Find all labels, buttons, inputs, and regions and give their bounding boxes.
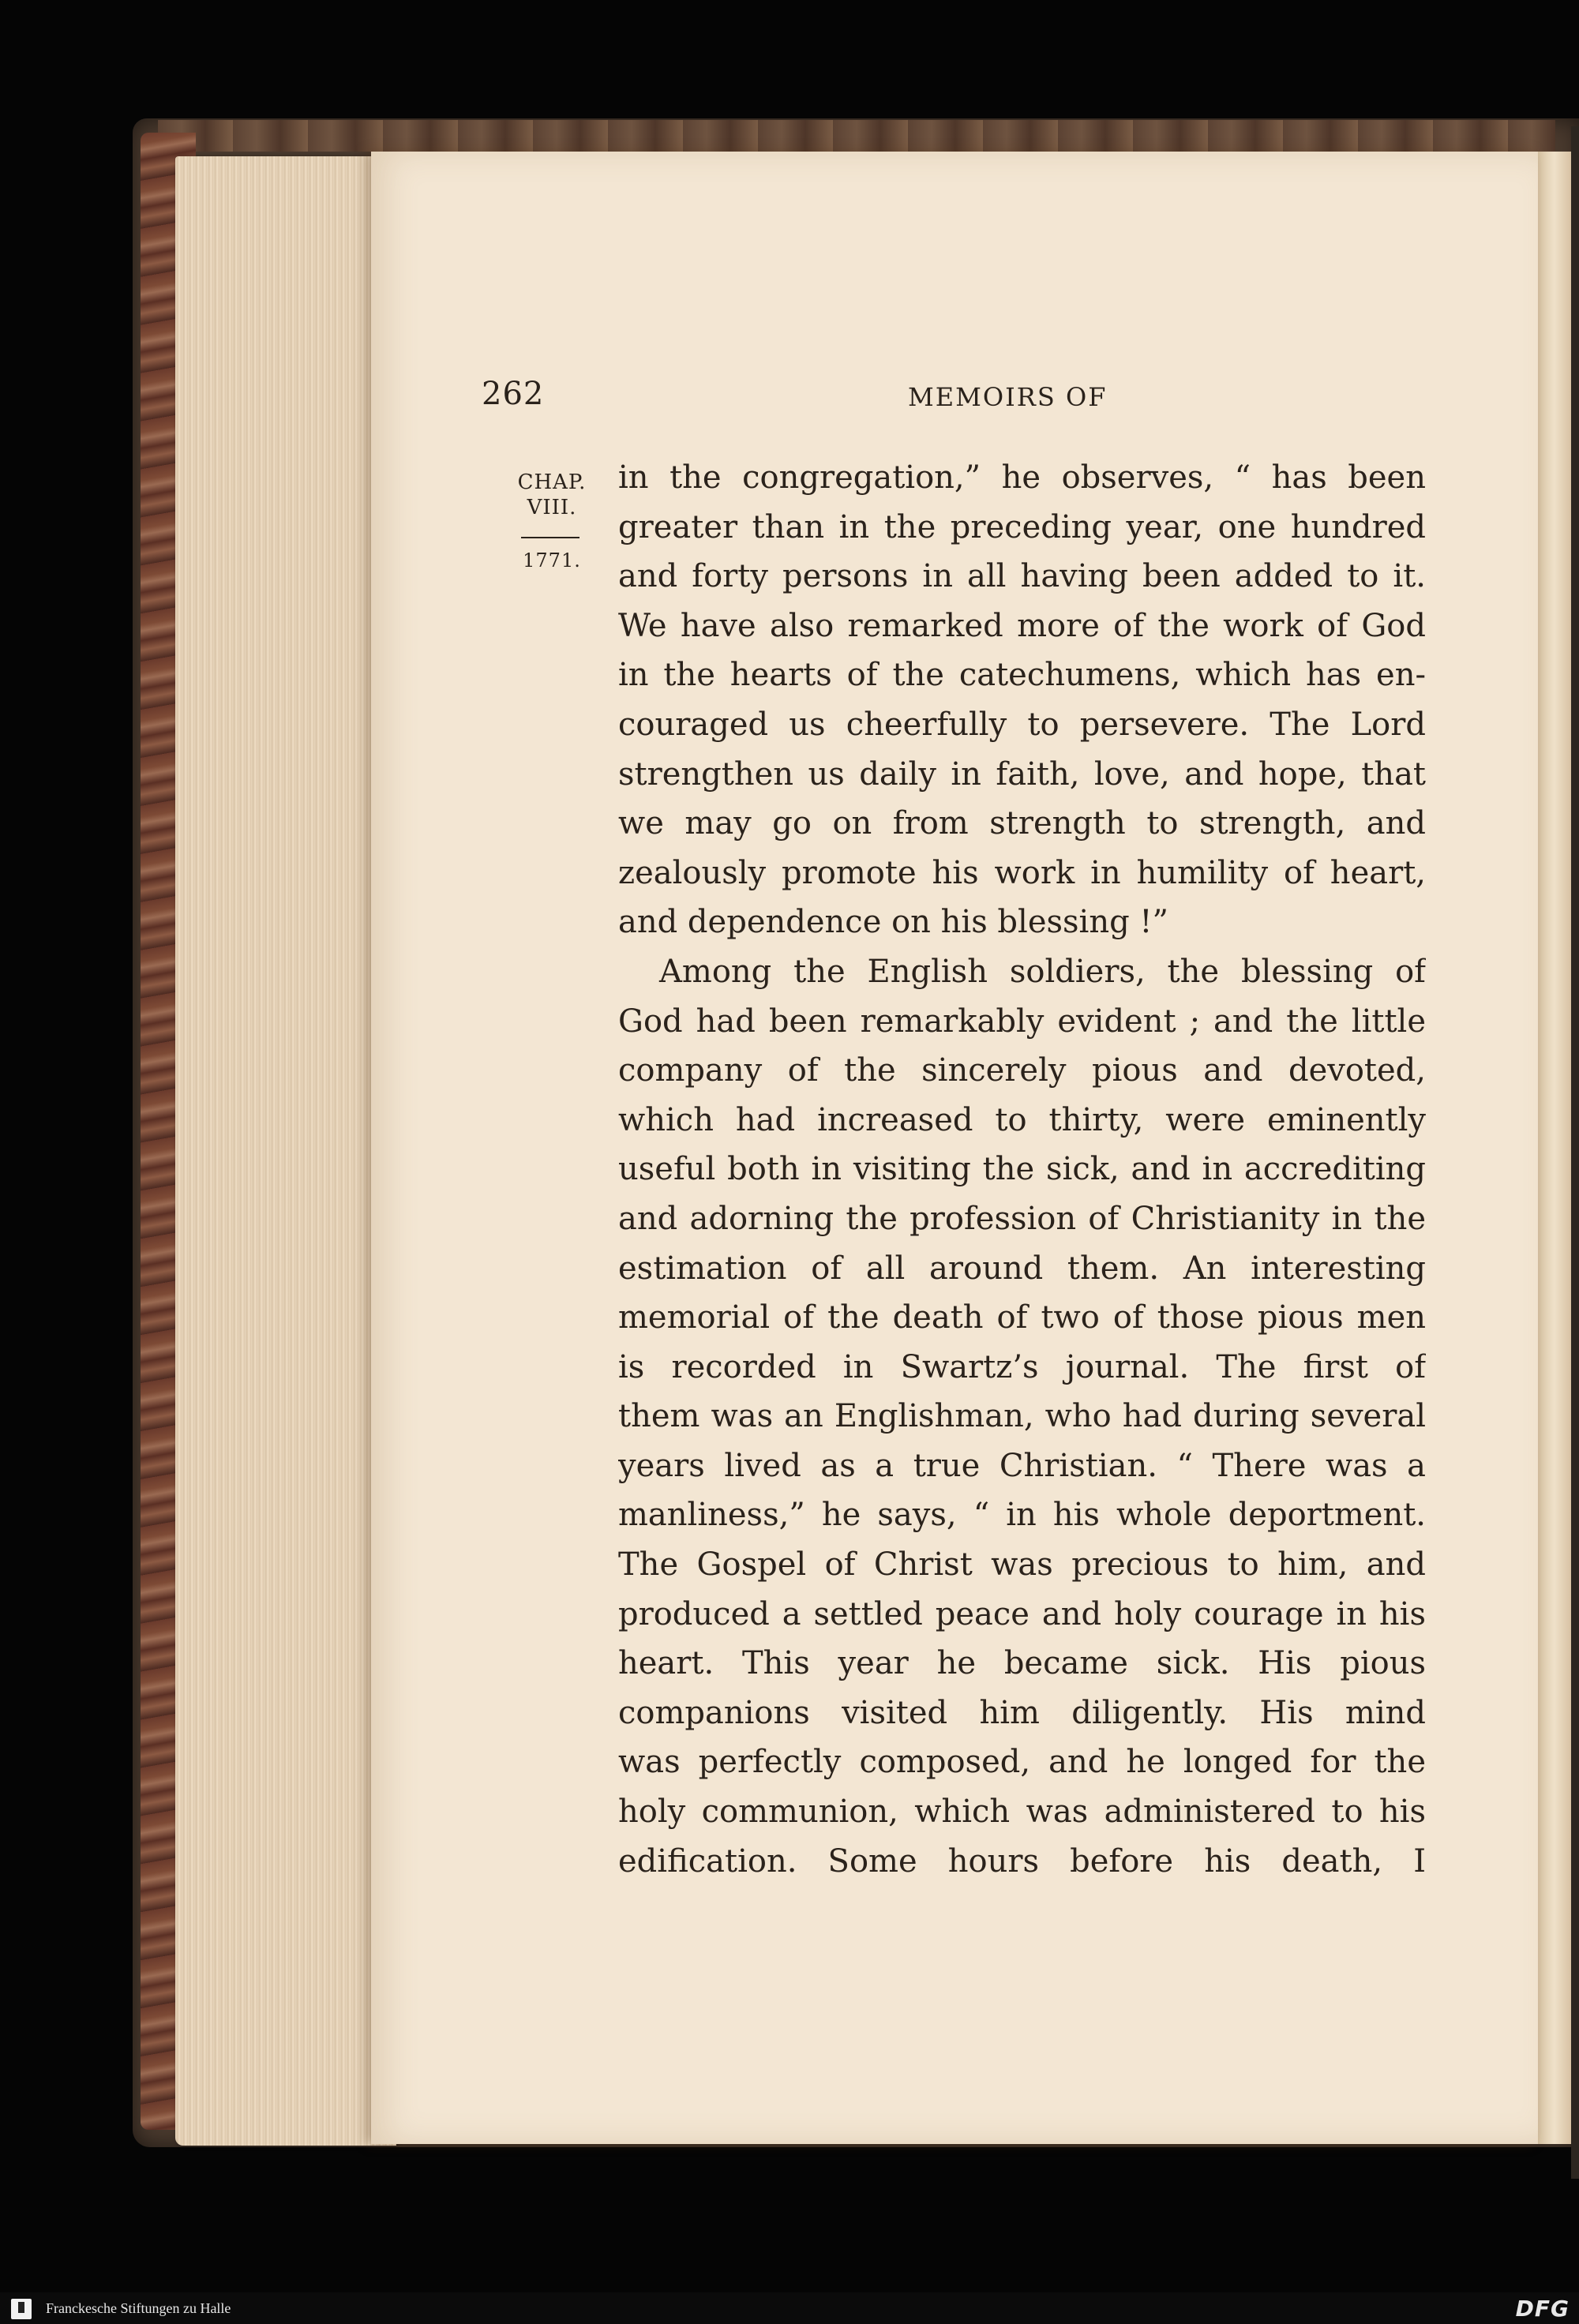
body-text bbox=[618, 453, 1426, 1886]
page-edges bbox=[175, 156, 396, 2146]
text-line: holy communion, which was administered to his bbox=[618, 1794, 1426, 1831]
text-line: God had been remarkably evident ; and the little bbox=[618, 1003, 1426, 1040]
text-line: greater than in the preceding year, one hundred bbox=[618, 508, 1426, 545]
dfg-logo: DFG bbox=[1515, 2296, 1570, 2322]
right-binding-edge bbox=[1571, 126, 1579, 2179]
text-line: years lived as a true Christian. “ There was a bbox=[618, 1447, 1426, 1484]
text-line: heart. This year he became sick. His pious bbox=[618, 1645, 1426, 1682]
margin-chapter-number: VIII. bbox=[527, 496, 577, 519]
institution-name: Franckesche Stiftungen zu Halle bbox=[46, 2300, 231, 2316]
cover-top-edge bbox=[158, 120, 1555, 152]
text-line: and forty persons in all having been added to it. bbox=[618, 558, 1426, 595]
text-line: we may go on from strength to strength, and bbox=[618, 805, 1426, 842]
text-line: which had increased to thirty, were eminently bbox=[618, 1101, 1426, 1138]
text-line: companions visited him diligently. His mind bbox=[618, 1694, 1426, 1731]
text-line: manliness,” he says, “ in his whole deportment. bbox=[618, 1497, 1426, 1534]
text-line: useful both in visiting the sick, and in accrediting bbox=[618, 1151, 1426, 1188]
margin-year: 1771. bbox=[523, 549, 581, 572]
text-line: estimation of all around them. An interesting bbox=[618, 1250, 1426, 1287]
text-line: edification. Some hours before his death, I bbox=[618, 1842, 1426, 1880]
text-line: in the hearts of the catechumens, which has en- bbox=[618, 657, 1426, 694]
text-line: is recorded in Swartz’s journal. The first of bbox=[618, 1348, 1426, 1385]
text-line: The Gospel of Christ was precious to him, and bbox=[618, 1546, 1426, 1584]
text-line: We have also remarked more of the work of God bbox=[618, 607, 1426, 644]
text-line: in the congregation,” he observes, “ has been bbox=[618, 459, 1426, 496]
institution-logo-icon bbox=[11, 2299, 32, 2319]
page-number: 262 bbox=[482, 376, 545, 412]
text-line: was perfectly composed, and he longed for the bbox=[618, 1744, 1426, 1781]
text-line: and adorning the profession of Christianity in the bbox=[618, 1200, 1426, 1237]
text-line: strengthen us daily in faith, love, and hope, that bbox=[618, 755, 1426, 793]
text-line: them was an Englishman, who had during several bbox=[618, 1398, 1426, 1435]
text-line-paragraph-end: and dependence on his blessing !” bbox=[618, 904, 1168, 941]
text-line: zealously promote his work in humility of heart, bbox=[618, 854, 1426, 891]
text-line-paragraph-start: Among the English soldiers, the blessing of bbox=[659, 953, 1426, 990]
text-line: company of the sincerely pious and devoted, bbox=[618, 1052, 1426, 1089]
margin-chap-label: CHAP. bbox=[517, 470, 587, 494]
running-head: MEMOIRS OF bbox=[908, 382, 1108, 412]
margin-rule bbox=[521, 537, 579, 538]
footer-bar bbox=[0, 2292, 1579, 2324]
text-line: produced a settled peace and holy courage in his bbox=[618, 1595, 1426, 1632]
text-line: couraged us cheerfully to persevere. The Lord bbox=[618, 706, 1426, 743]
text-line: memorial of the death of two of those pious men bbox=[618, 1299, 1426, 1336]
